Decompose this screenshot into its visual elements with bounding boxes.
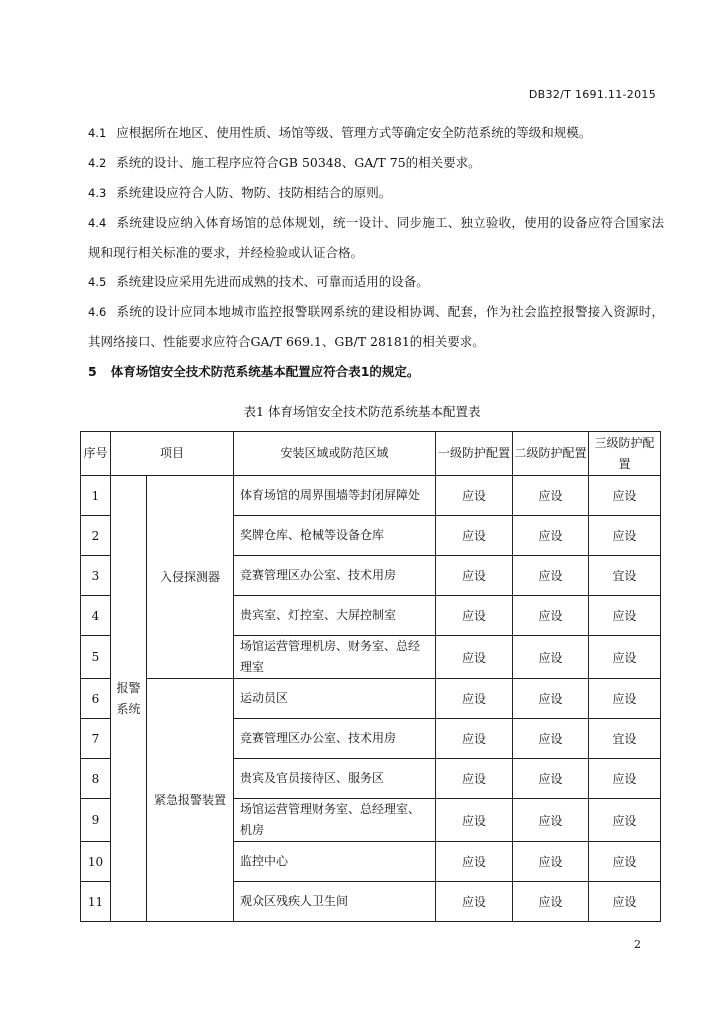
row-level1: 应设 xyxy=(436,842,513,882)
clause-number: 4.4 xyxy=(88,216,107,230)
row-level1: 应设 xyxy=(436,476,513,516)
table-row xyxy=(81,476,661,516)
row-level3: 应设 xyxy=(589,636,661,679)
row-level2: 应设 xyxy=(513,636,589,679)
row-level1: 应设 xyxy=(436,556,513,596)
config-table xyxy=(80,431,661,922)
row-seq: 7 xyxy=(81,719,111,759)
clause-number: 4.3 xyxy=(88,186,107,200)
header-item: 项目 xyxy=(111,432,234,476)
row-area: 贵宾室、灯控室、大屏控制室 xyxy=(234,596,436,636)
row-level1: 应设 xyxy=(436,636,513,679)
row-area: 观众区残疾人卫生间 xyxy=(234,882,436,922)
row-level2: 应设 xyxy=(513,556,589,596)
row-level3: 应设 xyxy=(589,882,661,922)
row-seq: 9 xyxy=(81,799,111,842)
row-level3: 应设 xyxy=(589,516,661,556)
clause-4-5 xyxy=(88,267,664,297)
row-area: 监控中心 xyxy=(234,842,436,882)
row-seq: 6 xyxy=(81,679,111,719)
header-level2: 二级防护配置 xyxy=(513,432,589,476)
row-level2: 应设 xyxy=(513,596,589,636)
row-area: 运动员区 xyxy=(234,679,436,719)
row-level1: 应设 xyxy=(436,799,513,842)
section-title: 体育场馆安全技术防范系统基本配置应符合表1的规定。 xyxy=(110,364,420,379)
row-area: 奖牌仓库、枪械等设备仓库 xyxy=(234,516,436,556)
clause-4-3 xyxy=(88,178,664,208)
clause-text: 系统的设计应同本地城市监控报警联网系统的建设相协调、配套，作为社会监控报警接入资源时，其网络接口、性能要求应符合GA/T 669.1、GB/T 28181的相关要求。 xyxy=(88,304,664,349)
row-seq: 8 xyxy=(81,759,111,799)
row-level2: 应设 xyxy=(513,719,589,759)
page-number: 2 xyxy=(634,938,641,951)
row-level2: 应设 xyxy=(513,799,589,842)
row-level2: 应设 xyxy=(513,842,589,882)
row-area: 贵宾及官员接待区、服务区 xyxy=(234,759,436,799)
clause-number: 4.5 xyxy=(88,275,107,289)
header-level3: 三级防护配置 xyxy=(589,432,661,476)
clause-text: 系统建设应采用先进而成熟的技术、可靠而适用的设备。 xyxy=(116,274,429,289)
header-seq: 序号 xyxy=(81,432,111,476)
clause-text: 系统的设计、施工程序应符合GB 50348、GA/T 75的相关要求。 xyxy=(116,155,481,170)
row-level1: 应设 xyxy=(436,679,513,719)
clause-text: 系统建设应符合人防、物防、技防相结合的原则。 xyxy=(116,185,392,200)
header-area: 安装区域或防范区域 xyxy=(234,432,436,476)
row-level3: 应设 xyxy=(589,759,661,799)
row-level3: 宜设 xyxy=(589,719,661,759)
row-level2: 应设 xyxy=(513,882,589,922)
row-seq: 2 xyxy=(81,516,111,556)
section-number: 5 xyxy=(88,364,97,379)
row-level1: 应设 xyxy=(436,596,513,636)
clause-4-6 xyxy=(88,297,664,356)
row-area: 体育场馆的周界围墙等封闭屏障处 xyxy=(234,476,436,516)
row-level1: 应设 xyxy=(436,516,513,556)
row-seq: 11 xyxy=(81,882,111,922)
row-level2: 应设 xyxy=(513,759,589,799)
row-area: 场馆运营管理财务室、总经理室、机房 xyxy=(234,799,436,842)
system-cell: 报警系统 xyxy=(111,476,147,922)
row-level3: 应设 xyxy=(589,842,661,882)
row-level2: 应设 xyxy=(513,679,589,719)
clause-number: 4.2 xyxy=(88,156,107,170)
clause-4-2 xyxy=(88,148,664,178)
clause-text: 系统建设应纳入体育场馆的总体规划，统一设计、同步施工、独立验收，使用的设备应符合国家法规和现行相关标准的要求，并经检验或认证合格。 xyxy=(88,215,664,260)
row-level1: 应设 xyxy=(436,759,513,799)
clause-4-4 xyxy=(88,208,664,267)
table-row xyxy=(81,679,661,719)
standard-code: DB32/T 1691.11-2015 xyxy=(528,88,656,101)
table-caption: 表1 体育场馆安全技术防范系统基本配置表 xyxy=(243,404,481,419)
row-seq: 4 xyxy=(81,596,111,636)
row-level3: 宜设 xyxy=(589,556,661,596)
row-seq: 5 xyxy=(81,636,111,679)
row-level3: 应设 xyxy=(589,596,661,636)
row-level3: 应设 xyxy=(589,799,661,842)
row-level3: 应设 xyxy=(589,679,661,719)
row-area: 竞赛管理区办公室、技术用房 xyxy=(234,556,436,596)
row-seq: 10 xyxy=(81,842,111,882)
clause-4-1 xyxy=(88,118,664,148)
clause-number: 4.6 xyxy=(88,305,107,319)
row-seq: 1 xyxy=(81,476,111,516)
row-area: 场馆运营管理机房、财务室、总经理室 xyxy=(234,636,436,679)
row-area: 竞赛管理区办公室、技术用房 xyxy=(234,719,436,759)
row-level2: 应设 xyxy=(513,476,589,516)
row-level2: 应设 xyxy=(513,516,589,556)
row-level3: 应设 xyxy=(589,476,661,516)
clause-text: 应根据所在地区、使用性质、场馆等级、管理方式等确定安全防范系统的等级和规模。 xyxy=(116,125,592,140)
subsystem-cell: 紧急报警装置 xyxy=(147,679,234,922)
clauses-list xyxy=(88,118,664,356)
subsystem-cell: 入侵探测器 xyxy=(147,476,234,679)
row-level1: 应设 xyxy=(436,882,513,922)
table-header-row xyxy=(81,432,661,476)
header-level1: 一级防护配置 xyxy=(436,432,513,476)
row-seq: 3 xyxy=(81,556,111,596)
section-heading xyxy=(88,362,419,380)
clause-number: 4.1 xyxy=(88,126,107,140)
row-level1: 应设 xyxy=(436,719,513,759)
